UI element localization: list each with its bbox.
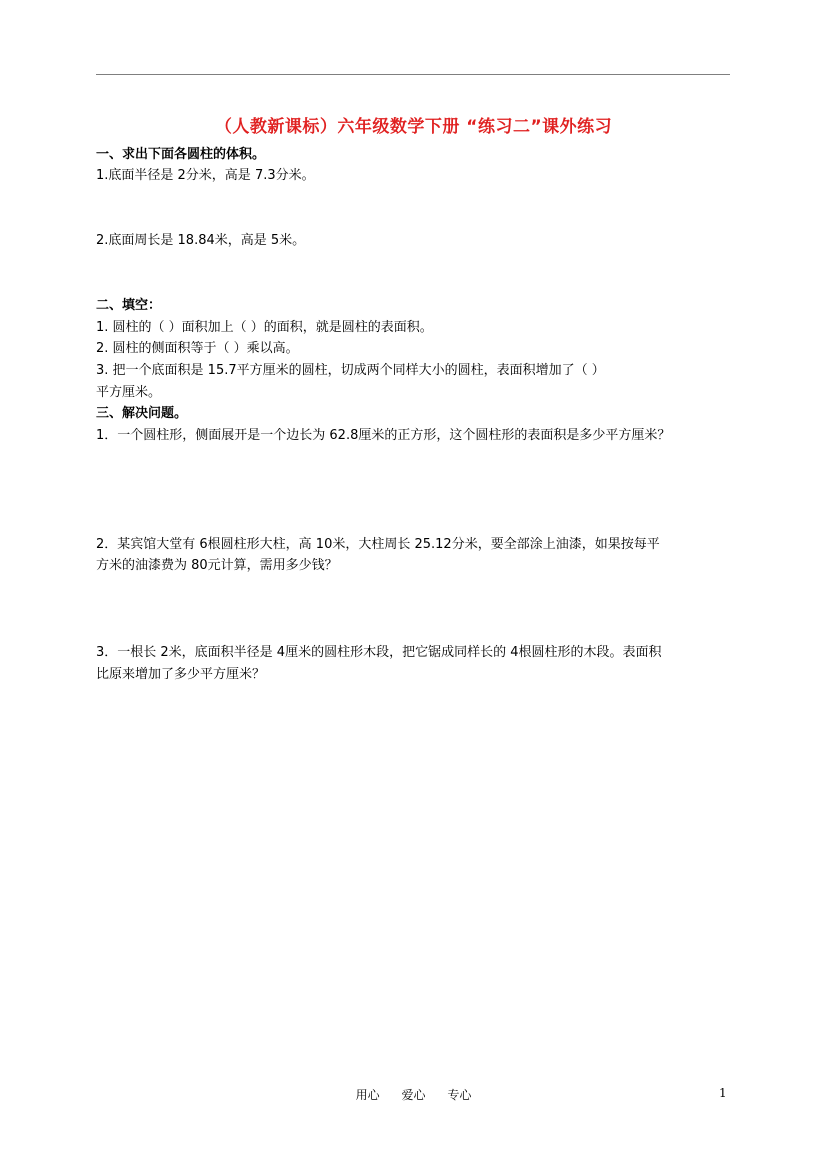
page-number: 1 <box>719 1086 727 1100</box>
section-3-question-2: 2．某宾馆大堂有 6根圆柱形大柱，高 10米，大柱周长 25.12分米，要全部涂上油漆，如果按每平 <box>96 537 660 552</box>
section-2-question-2: 2. 圆柱的侧面积等于（ ）乘以高。 <box>96 341 299 356</box>
footer-item: 爱心 <box>401 1088 426 1102</box>
document-title: （人教新课标）六年级数学下册 “练习二”课外练习 <box>214 117 613 137</box>
section-1-question-1: 1.底面半径是 2分米，高是 7.3分米。 <box>96 168 315 183</box>
section-2-question-1: 1. 圆柱的（ ）面积加上（ ）的面积，就是圆柱的表面积。 <box>96 320 433 335</box>
section-2-question-3-continued: 平方厘米。 <box>96 385 162 400</box>
footer-item: 专心 <box>447 1088 472 1102</box>
section-3-question-2-continued: 方米的油漆费为 80元计算，需用多少钱？ <box>96 558 338 573</box>
section-3-question-3: 3．一根长 2米，底面积半径是 4厘米的圆柱形木段，把它锯成同样长的 4根圆柱形的木段。表面积 <box>96 645 662 660</box>
section-3-heading: 三、解决问题。 <box>96 406 188 421</box>
section-1-question-2: 2.底面周长是 18.84米，高是 5米。 <box>96 233 306 248</box>
section-3-question-3-continued: 比原来增加了多少平方厘米？ <box>96 667 266 682</box>
section-1-heading: 一、求出下面各圆柱的体积。 <box>96 147 266 162</box>
section-2-heading: 二、填空： <box>96 298 162 313</box>
footer-slogan <box>0 1086 827 1103</box>
section-3-question-1: 1．一个圆柱形，侧面展开是一个边长为 62.8厘米的正方形，这个圆柱形的表面积是多少平方厘米？ <box>96 428 671 443</box>
header-rule <box>96 74 730 75</box>
footer-item: 用心 <box>355 1088 380 1102</box>
section-2-question-3: 3. 把一个底面积是 15.7平方厘米的圆柱，切成两个同样大小的圆柱，表面积增加了（ ） <box>96 363 605 378</box>
